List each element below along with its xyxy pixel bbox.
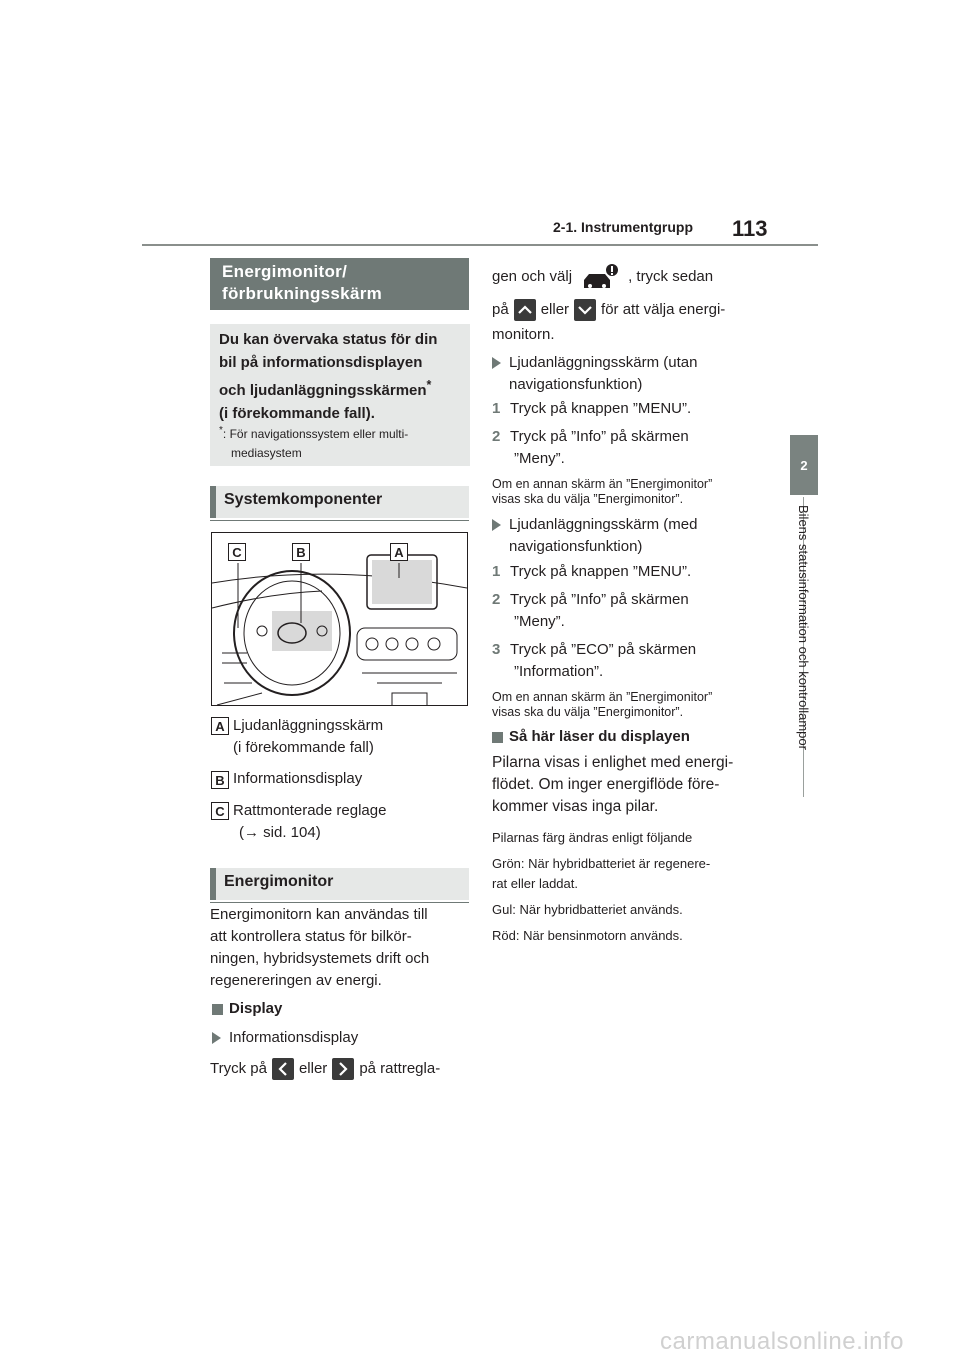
components-heading: Systemkomponenter <box>210 486 469 518</box>
display-heading-text: Display <box>229 1000 283 1017</box>
energy-heading: Energimonitor <box>210 868 469 900</box>
item-text: navigationsfunktion) <box>509 376 643 393</box>
read-paragraph <box>492 752 733 818</box>
paragraph-line: flödet. Om inger energiflöde före- <box>492 776 720 793</box>
up-arrow-key-icon <box>514 299 536 321</box>
section-heading-line-1: Energimonitor/ <box>222 262 348 281</box>
legend-key-b: B <box>211 771 229 789</box>
callout-b: B <box>292 543 310 561</box>
footnote <box>219 421 459 463</box>
callout-c: C <box>228 543 246 561</box>
chapter-title: Bilens statusinformation och kontrollampor <box>796 505 811 750</box>
read-heading-text: Så här läser du displayen <box>509 728 690 745</box>
instruction-text: eller <box>540 301 570 318</box>
step-number: 2 <box>492 428 501 445</box>
step-item <box>492 589 689 633</box>
paragraph-line: kommer visas inga pilar. <box>492 798 659 815</box>
section-title: 2-1. Instrumentgrupp <box>553 219 694 235</box>
color-line: Pilarnas färg ändras enligt följande <box>492 830 693 845</box>
step-item <box>492 398 691 420</box>
step-text: Tryck på knappen ”MENU”. <box>510 400 692 417</box>
step-line <box>492 589 689 611</box>
legend-key-a: A <box>211 717 229 735</box>
footnote-text: : För navigationssystem eller multi- <box>222 427 409 441</box>
instruction-text: Tryck på <box>210 1060 267 1077</box>
step-number: 1 <box>492 400 501 417</box>
info-display-item <box>212 1027 358 1049</box>
instruction-text: för att välja energi- <box>601 301 726 318</box>
color-line: Grön: När hybridbatteriet är regenere- <box>492 856 711 871</box>
page-number: 113 <box>732 216 768 241</box>
square-bullet-icon <box>492 732 503 743</box>
paragraph-line: ningen, hybridsystemets drift och <box>210 950 430 967</box>
watermark: carmanualsonline.info <box>660 1328 904 1355</box>
square-bullet-icon <box>212 1004 223 1015</box>
legend-item-c <box>233 800 386 844</box>
note-line: Om en annan skärm än ”Energimonitor” <box>492 477 713 491</box>
step-text: Tryck på ”Info” på skärmen <box>510 591 689 608</box>
dashboard-illustration <box>211 532 468 706</box>
intro-line: Du kan övervaka status för din <box>219 331 438 348</box>
note <box>492 690 712 720</box>
color-line: Röd: När bensinmotorn används. <box>492 928 683 943</box>
triangle-bullet-icon <box>492 519 501 531</box>
footnote-line <box>219 421 459 444</box>
section-heading <box>210 258 469 310</box>
item-text: Ljudanläggningsskärm (med <box>509 516 698 533</box>
paragraph-line: Pilarna visas i enlighet med energi- <box>492 754 734 771</box>
item-text: Ljudanläggningsskärm (utan <box>509 354 698 371</box>
audio-nav-item <box>492 514 697 558</box>
chapter-number: 2 <box>800 457 808 473</box>
item-line <box>492 352 697 374</box>
instruction-text: eller <box>298 1060 328 1077</box>
callout-a: A <box>390 543 408 561</box>
step-number: 1 <box>492 563 501 580</box>
paragraph-line: att kontrollera status för bilkör- <box>210 928 412 945</box>
instruction-text: , tryck sedan <box>628 268 714 285</box>
note-line: Om en annan skärm än ”Energimonitor” <box>492 690 713 704</box>
display-heading <box>212 998 282 1020</box>
step-item <box>492 561 691 583</box>
intro-line: bil på informationsdisplayen <box>219 353 423 371</box>
legend-item-b: Informationsdisplay <box>233 770 363 787</box>
choose-instruction <box>492 299 725 321</box>
chapter-tab <box>790 435 818 495</box>
step-number: 2 <box>492 591 501 608</box>
color-list <box>492 825 710 949</box>
step-text: ”Information”. <box>514 663 604 680</box>
legend-text: Rattmonterade reglage <box>233 802 387 819</box>
legend-text: (→ sid. 104) <box>239 824 321 841</box>
instruction-text: på rattregla- <box>359 1060 441 1077</box>
intro-line-text: och ljudanläggningsskärmen <box>219 382 427 399</box>
footnote-line: mediasystem <box>231 446 302 460</box>
audio-no-nav-item <box>492 352 697 396</box>
left-arrow-key-icon <box>272 1058 294 1080</box>
legend-text: (i förekommande fall) <box>233 739 374 756</box>
choose-instruction-end: monitorn. <box>492 326 555 343</box>
vehicle-info-icon <box>578 262 622 292</box>
step-text: Tryck på knappen ”MENU”. <box>510 563 692 580</box>
intro-line <box>219 374 464 403</box>
down-arrow-key-icon <box>574 299 596 321</box>
press-instruction <box>210 1058 440 1080</box>
legend-text: Ljudanläggningsskärm <box>233 717 384 734</box>
legend-item-a <box>233 715 383 759</box>
dashboard-drawing <box>212 533 467 705</box>
step-item <box>492 639 696 683</box>
intro-line: (i förekommande fall). <box>219 404 375 422</box>
right-arrow-key-icon <box>332 1058 354 1080</box>
read-heading <box>492 726 690 748</box>
note-line: visas ska du välja ”Energimonitor”. <box>492 492 684 506</box>
footnote-mark: * <box>219 425 223 436</box>
step-text: ”Meny”. <box>514 613 565 630</box>
triangle-bullet-icon <box>212 1032 221 1044</box>
step-text: Tryck på ”Info” på skärmen <box>510 428 689 445</box>
info-display-text: Informationsdisplay <box>229 1029 359 1046</box>
instruction-text: på <box>492 301 509 318</box>
triangle-bullet-icon <box>492 357 501 369</box>
step-line <box>492 426 689 448</box>
note-line: visas ska du välja ”Energimonitor”. <box>492 705 684 719</box>
paragraph-line: Energimonitorn kan användas till <box>210 906 428 923</box>
footnote-star: * <box>426 378 432 392</box>
legend-key-c: C <box>211 802 229 820</box>
section-heading-line-2: förbrukningsskärm <box>222 284 383 303</box>
intro-text <box>219 329 464 425</box>
paragraph-line: regenereringen av energi. <box>210 972 382 989</box>
note <box>492 477 712 507</box>
select-instruction <box>492 262 713 292</box>
header-rule <box>142 244 818 246</box>
step-text: ”Meny”. <box>514 450 565 467</box>
step-item <box>492 426 689 470</box>
color-line: Gul: När hybridbatteriet används. <box>492 902 683 917</box>
step-line <box>492 639 696 661</box>
step-number: 3 <box>492 641 501 658</box>
item-text: navigationsfunktion) <box>509 538 643 555</box>
color-line: rat eller laddat. <box>492 876 578 891</box>
item-line <box>492 514 697 536</box>
energy-paragraph <box>210 904 429 992</box>
step-text: Tryck på ”ECO” på skärmen <box>510 641 697 658</box>
instruction-text: gen och välj <box>492 268 573 285</box>
